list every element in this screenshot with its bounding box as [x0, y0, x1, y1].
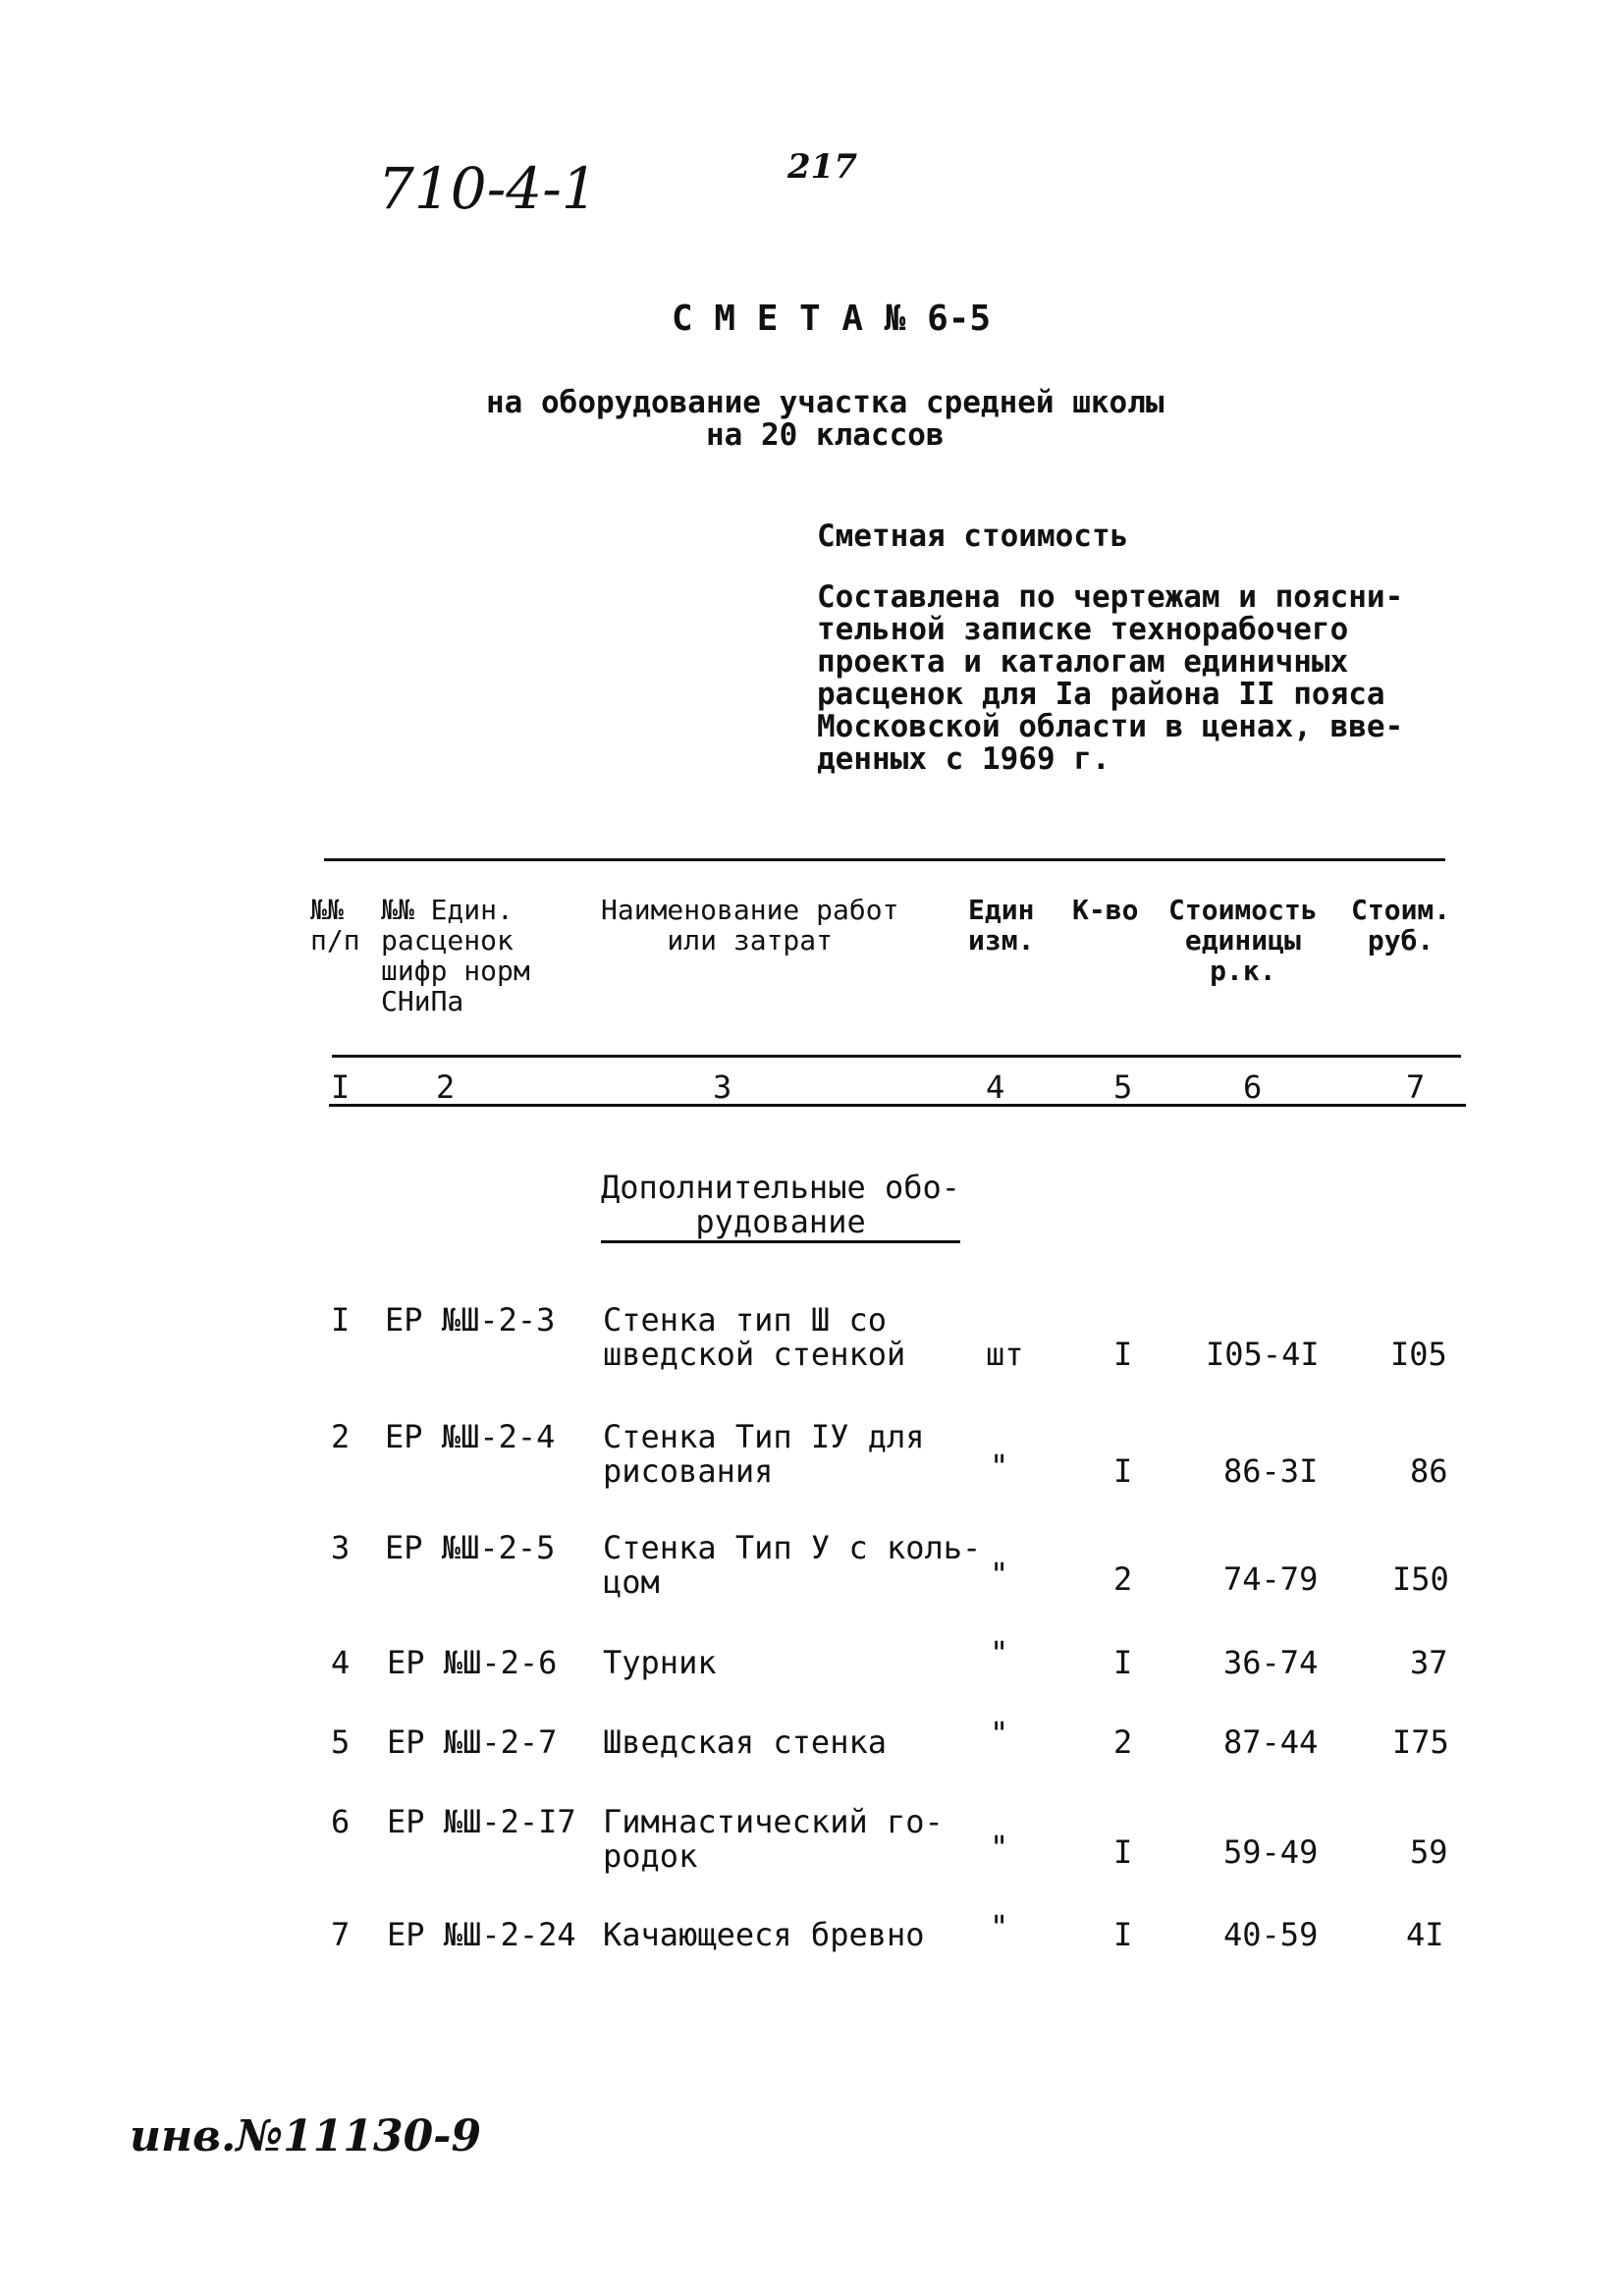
column-number: 3: [713, 1068, 732, 1106]
rate-code: ЕР №Ш-2-I7: [387, 1803, 576, 1840]
unit-cost: 86-3I: [1223, 1452, 1319, 1490]
unit: ": [990, 1556, 1009, 1593]
note-line: Составлена по чертежам и поясни-: [817, 579, 1404, 615]
unit-cost: 87-44: [1223, 1723, 1319, 1761]
unit: шт: [986, 1336, 1024, 1373]
column-number: 7: [1406, 1068, 1426, 1106]
total-cost: 86: [1410, 1452, 1448, 1490]
table-top-rule: [324, 858, 1445, 861]
unit-cost: I05-4I: [1206, 1336, 1320, 1373]
rate-code: ЕР №Ш-2-3: [385, 1301, 556, 1339]
column-number-rule: [329, 1104, 1466, 1107]
quantity: I: [1113, 1916, 1133, 1953]
column-number: 2: [436, 1068, 456, 1106]
unit-cost: 40-59: [1223, 1916, 1319, 1953]
unit: ": [990, 1448, 1009, 1485]
unit-cost: 36-74: [1223, 1644, 1319, 1681]
unit-cost: 59-49: [1223, 1833, 1319, 1871]
quantity: I: [1113, 1644, 1133, 1681]
row-number: 4: [331, 1644, 351, 1681]
column-header-unit: Един изм.: [968, 894, 1035, 957]
quantity: I: [1113, 1336, 1133, 1373]
total-cost: 37: [1410, 1644, 1448, 1681]
column-number: I: [331, 1068, 351, 1106]
note-line: денных с 1969 г.: [817, 741, 1110, 777]
column-number: 5: [1113, 1068, 1133, 1106]
quantity: 2: [1113, 1723, 1133, 1761]
total-cost: I75: [1392, 1723, 1449, 1761]
column-header-total-cost: Стоим. руб.: [1351, 894, 1451, 957]
column-number: 4: [986, 1068, 1005, 1106]
document-number: 710-4-1: [378, 155, 598, 222]
total-cost: 59: [1410, 1833, 1448, 1871]
item-name: Качающееся бревно: [603, 1916, 925, 1953]
row-number: 7: [331, 1916, 351, 1953]
row-number: I: [331, 1301, 351, 1339]
column-number: 6: [1243, 1068, 1263, 1106]
quantity: 2: [1113, 1560, 1133, 1598]
rate-code: ЕР №Ш-2-4: [385, 1418, 556, 1455]
item-name: Стенка Тип IУ для рисования: [603, 1418, 925, 1490]
subtitle-line: на 20 классов: [705, 417, 945, 453]
unit-cost: 74-79: [1223, 1560, 1319, 1598]
row-number: 2: [331, 1418, 351, 1455]
item-name: Стенка Тип У с коль- цом: [603, 1529, 982, 1601]
column-header-row-number: №№ п/п: [310, 894, 360, 957]
estimate-subtitle: [486, 387, 1164, 452]
item-name: Стенка тип Ш со шведской стенкой: [603, 1301, 906, 1373]
unit: ": [990, 1715, 1009, 1752]
rate-code: ЕР №Ш-2-6: [387, 1644, 558, 1681]
row-number: 3: [331, 1529, 351, 1566]
total-cost: 4I: [1406, 1916, 1444, 1953]
total-cost: I50: [1392, 1560, 1449, 1598]
note-line: расценок для Iа района II пояса: [817, 677, 1385, 712]
estimate-title: С М Е Т А № 6-5: [672, 299, 992, 339]
rate-code: ЕР №Ш-2-5: [385, 1529, 556, 1566]
item-name: Шведская стенка: [603, 1723, 887, 1761]
total-cost: I05: [1390, 1336, 1447, 1373]
subtitle-line: на оборудование участка средней школы: [486, 385, 1164, 420]
column-header-rate-code: №№ Един. расценок шифр норм СНиПа: [381, 894, 530, 1017]
page-number: 217: [787, 147, 857, 187]
unit: ": [990, 1908, 1009, 1945]
unit: ": [990, 1829, 1009, 1866]
table-header-rule: [332, 1055, 1461, 1058]
row-number: 5: [331, 1723, 351, 1761]
rate-code: ЕР №Ш-2-7: [387, 1723, 558, 1761]
quantity: I: [1113, 1833, 1133, 1871]
estimate-note: [817, 581, 1403, 776]
column-header-unit-cost: Стоимость единицы р.к.: [1168, 894, 1318, 987]
column-header-name: Наименование работ или затрат: [601, 894, 899, 957]
item-name: Турник: [603, 1644, 717, 1681]
section-heading: Дополнительные обо- рудование: [601, 1171, 960, 1243]
row-number: 6: [331, 1803, 351, 1840]
note-line: Московской области в ценах, вве-: [817, 709, 1404, 744]
estimate-note-heading: Сметная стоимость: [817, 519, 1129, 554]
unit: ": [990, 1634, 1009, 1671]
inventory-number: инв.№11130-9: [130, 2111, 482, 2161]
item-name: Гимнастический го- родок: [603, 1803, 944, 1875]
quantity: I: [1113, 1452, 1133, 1490]
note-line: тельной записке технорабочего: [817, 612, 1349, 647]
column-header-quantity: К-во: [1072, 894, 1139, 926]
rate-code: ЕР №Ш-2-24: [387, 1916, 576, 1953]
note-line: проекта и каталогам единичных: [817, 644, 1349, 680]
